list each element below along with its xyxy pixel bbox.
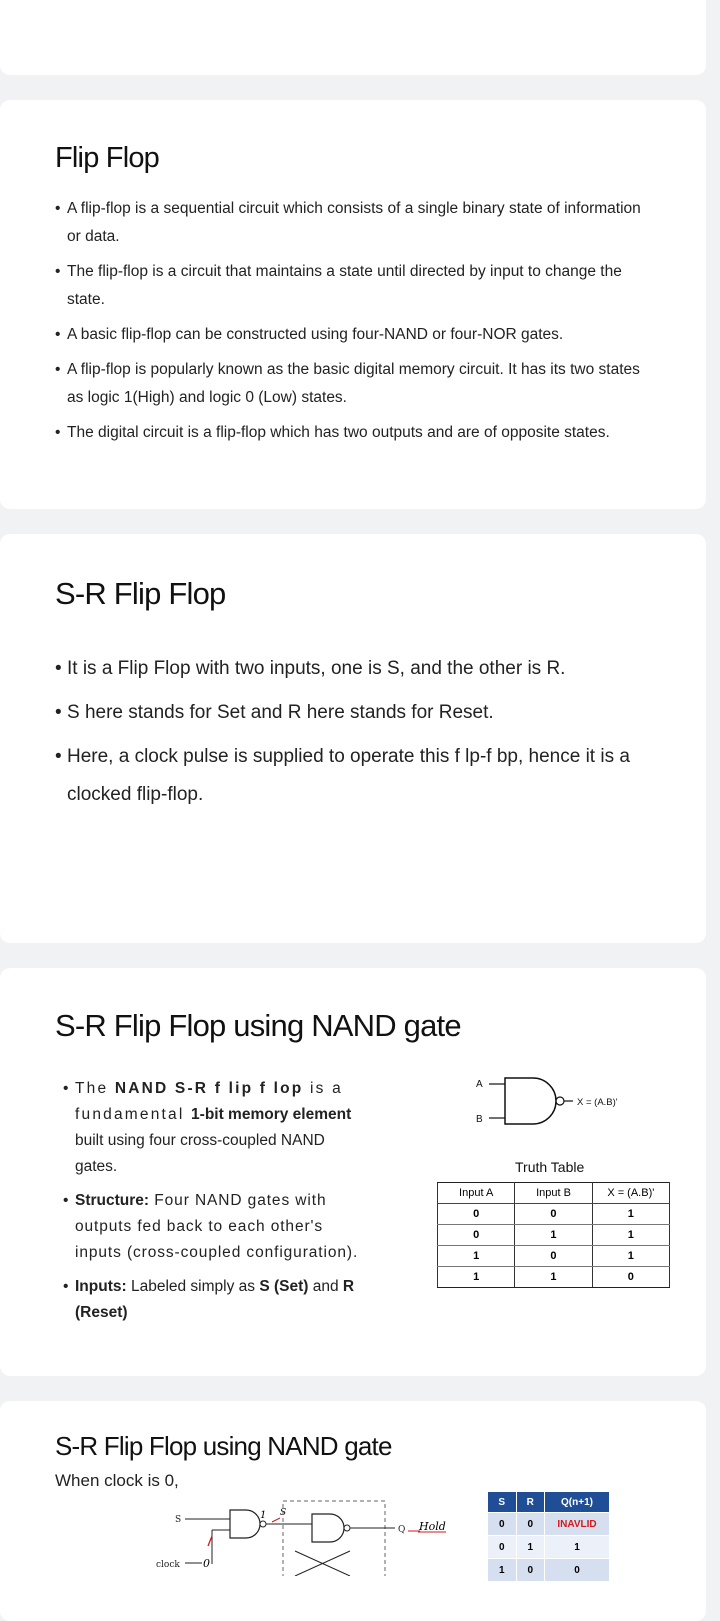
nand-gate-icon (230, 1510, 260, 1538)
top-card-partial (0, 0, 706, 75)
table-row: 1 0 0 (488, 1559, 610, 1582)
bullet-item: • The flip-flop is a circuit that maintains a state until directed by input to change the state. (67, 258, 657, 314)
nand-gate-diagram (465, 1068, 665, 1138)
card-subtitle: When clock is 0, (55, 1471, 179, 1490)
truth-table-title: Truth Table (515, 1159, 585, 1175)
bullet-dot-icon: • (55, 326, 61, 343)
nand-gate-icon (312, 1514, 344, 1542)
card-title: S-R Flip Flop using NAND gate (55, 1431, 392, 1461)
table-header-row: S R Q(n+1) (488, 1492, 610, 1513)
bullet-item: • A flip-flop is a sequential circuit which consists of a single binary state of information or data. (67, 195, 657, 251)
nand-sr-card (0, 968, 706, 1376)
bullet-item: • The NAND S-R f lip f lop is a fundamental 1-bit memory element built using four cross-coupled NAND gates. (75, 1076, 365, 1180)
card-title: S-R Flip Flop (55, 576, 226, 611)
hold-annotation: Hold (419, 1520, 446, 1533)
card-title: Flip Flop (55, 142, 159, 174)
table-row: 0 1 1 (438, 1225, 670, 1246)
bullet-list (55, 650, 667, 820)
intermediate-value: 1 (260, 1510, 267, 1521)
bullet-dot-icon: • (55, 702, 62, 723)
bullet-item: • Inputs: Labeled simply as S (Set) and R (Reset) (75, 1274, 365, 1326)
card-title: S-R Flip Flop using NAND gate (55, 1008, 461, 1043)
bullet-dot-icon: • (55, 746, 62, 767)
bullet-dot-icon: • (63, 1080, 69, 1097)
truth-table (437, 1182, 670, 1288)
table-row: 0 0 1 (438, 1204, 670, 1225)
bullet-dot-icon: • (55, 658, 62, 679)
bullet-dot-icon: • (63, 1278, 69, 1295)
bullet-list (63, 1076, 365, 1334)
clock-value: 0 (203, 1557, 210, 1570)
bullet-dot-icon: • (55, 200, 61, 217)
sr-truth-table (487, 1491, 610, 1582)
table-header-row: Input A Input B X = (A.B)' (438, 1183, 670, 1204)
bullet-list (55, 195, 657, 454)
s-input-label: S (175, 1515, 182, 1525)
table-row: 1 0 1 (438, 1246, 670, 1267)
bullet-item: • A basic flip-flop can be constructed using four-NAND or four-NOR gates. (67, 321, 657, 349)
bullet-item: • Structure: Four NAND gates with outputs fed back to each other's inputs (cross-coupled configuration). (75, 1188, 365, 1266)
input-b-label: B (476, 1114, 483, 1125)
bullet-dot-icon: • (55, 361, 61, 378)
table-row: 0 0 INAVLID (488, 1513, 610, 1536)
table-row: 1 1 0 (438, 1267, 670, 1288)
input-a-label: A (476, 1079, 483, 1090)
sr-circuit-diagram (150, 1496, 470, 1576)
bullet-item: • A flip-flop is popularly known as the basic digital memory circuit. It has its two states as logic 1(High) and logic 0 (Low) states. (67, 356, 657, 412)
sr-flip-flop-card (0, 534, 706, 943)
bullet-dot-icon: • (63, 1192, 69, 1209)
q-output-label: Q (398, 1525, 406, 1535)
bullet-dot-icon: • (55, 263, 61, 280)
clock-label: clock (156, 1560, 180, 1570)
intermediate-s: S (280, 1508, 287, 1518)
nand-gate-icon (505, 1078, 556, 1124)
bullet-item: • S here stands for Set and R here stands for Reset. (67, 694, 667, 732)
table-row: 0 1 1 (488, 1536, 610, 1559)
bullet-dot-icon: • (55, 424, 61, 441)
bullet-item: • Here, a clock pulse is supplied to operate this f lp-f bp, hence it is a clocked flip-flop. (67, 738, 667, 814)
gate-output-label: X = (A.B)' (577, 1097, 618, 1108)
bullet-item: • The digital circuit is a flip-flop which has two outputs and are of opposite states. (67, 419, 657, 447)
nand-sr-clock-card (0, 1401, 706, 1621)
bullet-item: • It is a Flip Flop with two inputs, one is S, and the other is R. (67, 650, 667, 688)
flip-flop-card (0, 100, 706, 509)
